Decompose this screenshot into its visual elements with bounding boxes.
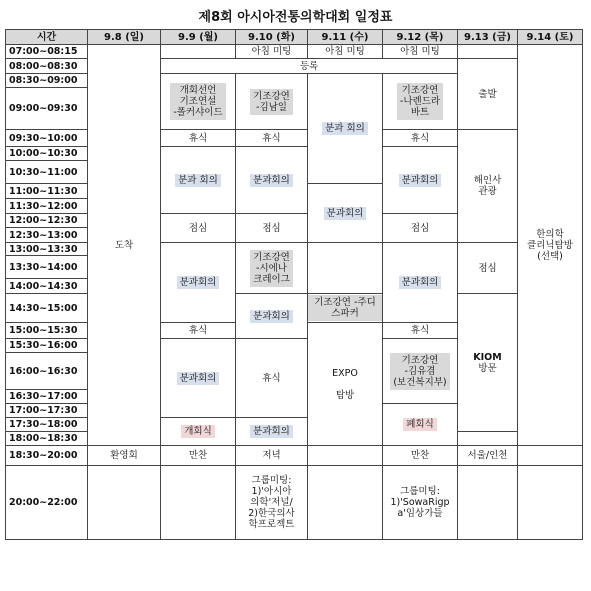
time-cell: 12:30~13:00 xyxy=(6,228,88,243)
kiom-visit-cell xyxy=(458,294,518,432)
opening-ceremony-cell xyxy=(161,418,236,446)
time-cell: 16:00~16:30 xyxy=(6,353,88,390)
time-cell: 09:00~09:30 xyxy=(6,88,88,130)
morning-meeting-cell: 아침 미팅 xyxy=(383,45,458,59)
departure-cell: 출발 xyxy=(458,59,518,130)
break-cell: 휴식 xyxy=(161,323,236,339)
time-cell: 12:00~12:30 xyxy=(6,214,88,228)
group-meeting-cell: 그룹미팅: 1)'아시아 의학'저널/ 2)한국의사 학프로젝트 xyxy=(236,466,308,540)
empty-cell xyxy=(458,466,518,540)
morning-meeting-cell: 아침 미팅 xyxy=(308,45,383,59)
welcome-party-cell: 환영회 xyxy=(88,446,161,466)
seoul-incheon-cell: 서울/인천 xyxy=(458,446,518,466)
session-cell xyxy=(236,294,308,339)
time-cell: 18:30~20:00 xyxy=(6,446,88,466)
session-cell xyxy=(308,184,383,243)
session-badge: 분과회의 xyxy=(399,276,442,289)
session-badge: 분과 회의 xyxy=(322,122,368,135)
session-badge: 분과회의 xyxy=(250,174,293,187)
time-cell: 08:00~08:30 xyxy=(6,59,88,74)
lunch-cell: 점심 xyxy=(383,214,458,243)
closing-cell xyxy=(383,404,458,446)
clinic-tour-cell: 한의학 클리닉탐방 (선택) xyxy=(518,45,583,446)
header-day-3: 9.10 (화) xyxy=(236,30,308,45)
empty-cell xyxy=(458,45,518,59)
registration-cell: 등록 xyxy=(161,59,458,74)
header-row xyxy=(6,30,583,45)
session-cell xyxy=(236,147,308,214)
time-cell: 10:00~10:30 xyxy=(6,147,88,161)
supper-cell: 저녁 xyxy=(236,446,308,466)
time-cell: 11:30~12:00 xyxy=(6,199,88,214)
time-cell: 14:00~14:30 xyxy=(6,279,88,294)
opening-cell xyxy=(161,74,236,130)
session-badge: 분과회의 xyxy=(177,276,220,289)
empty-cell xyxy=(518,446,583,466)
time-cell: 13:30~14:00 xyxy=(6,256,88,279)
empty-cell xyxy=(161,466,236,540)
session-cell xyxy=(161,339,236,418)
table-row xyxy=(6,466,583,540)
time-cell: 08:30~09:00 xyxy=(6,74,88,88)
kiom-visit: 방문 xyxy=(478,362,497,374)
session-cell xyxy=(308,74,383,184)
session-badge: 분과회의 xyxy=(250,310,293,323)
session-badge: 분과회의 xyxy=(324,207,367,220)
time-cell: 13:00~13:30 xyxy=(6,243,88,256)
keynote-cell xyxy=(383,74,458,130)
time-cell: 10:30~11:00 xyxy=(6,161,88,184)
keynote-badge: 기조강연 -시에나 크레이그 xyxy=(250,250,293,287)
break-cell: 휴식 xyxy=(383,323,458,339)
header-time: 시간 xyxy=(6,30,88,45)
header-day-4: 9.11 (수) xyxy=(308,30,383,45)
page-title: 제8회 아시아전통의학대회 일정표 xyxy=(198,10,393,25)
lunch-cell: 점심 xyxy=(236,214,308,243)
keynote-cell xyxy=(236,243,308,294)
time-cell: 20:00~22:00 xyxy=(6,466,88,540)
keynote-cell xyxy=(236,74,308,130)
keynote-badge: 기조강연 -김남일 xyxy=(250,89,293,115)
keynote-badge: 기조강연 -김유겸 (보건복지부) xyxy=(390,353,449,390)
empty-cell xyxy=(161,45,236,59)
group-meeting-cell: 그룹미팅: 1)'SowaRigp a'임상가들 xyxy=(383,466,458,540)
lunch-cell: 점심 xyxy=(458,243,518,294)
table-row xyxy=(6,45,583,59)
lunch-cell: 점심 xyxy=(161,214,236,243)
table-row xyxy=(6,446,583,466)
session-cell xyxy=(383,243,458,323)
haeinsa-cell: 해인사 관광 xyxy=(458,130,518,243)
empty-cell xyxy=(308,446,383,466)
empty-cell xyxy=(88,466,161,540)
keynote-badge: 기조강연 -나렌드라 바트 xyxy=(397,83,443,120)
time-cell: 16:30~17:00 xyxy=(6,390,88,404)
break-cell: 휴식 xyxy=(236,130,308,147)
ceremony-badge: 폐회식 xyxy=(403,418,437,431)
time-cell: 17:00~17:30 xyxy=(6,404,88,418)
header-day-1: 9.8 (일) xyxy=(88,30,161,45)
empty-cell xyxy=(308,243,383,294)
time-cell: 15:00~15:30 xyxy=(6,323,88,339)
break-cell: 휴식 xyxy=(161,130,236,147)
dinner-cell: 만찬 xyxy=(161,446,236,466)
session-badge: 분과 회의 xyxy=(175,174,221,187)
keynote-badge: 개회선언 기조연설 -폴커샤이드 xyxy=(170,83,225,120)
empty-cell xyxy=(308,466,383,540)
session-badge: 분과회의 xyxy=(177,372,220,385)
time-cell: 11:00~11:30 xyxy=(6,184,88,199)
session-cell xyxy=(161,147,236,214)
header-day-6: 9.13 (금) xyxy=(458,30,518,45)
kiom-title: KIOM xyxy=(473,351,502,363)
time-cell: 09:30~10:00 xyxy=(6,130,88,147)
header-day-7: 9.14 (토) xyxy=(518,30,583,45)
time-cell: 17:30~18:00 xyxy=(6,418,88,432)
expo-cell xyxy=(308,323,383,446)
session-badge: 분과회의 xyxy=(399,174,442,187)
ceremony-badge: 개회식 xyxy=(181,425,215,438)
header-day-2: 9.9 (월) xyxy=(161,30,236,45)
session-badge: 분과회의 xyxy=(250,425,293,438)
session-cell xyxy=(383,147,458,214)
session-cell xyxy=(161,243,236,323)
schedule-table xyxy=(5,29,583,540)
expo-title: EXPO xyxy=(332,367,358,379)
time-cell: 15:30~16:00 xyxy=(6,339,88,353)
keynote-cell xyxy=(308,294,383,323)
header-day-5: 9.12 (목) xyxy=(383,30,458,45)
arrival-cell: 도착 xyxy=(88,45,161,446)
keynote-cell xyxy=(383,339,458,404)
time-cell: 07:00~08:15 xyxy=(6,45,88,59)
expo-tour: 탐방 xyxy=(335,389,355,401)
morning-meeting-cell: 아침 미팅 xyxy=(236,45,308,59)
break-cell: 휴식 xyxy=(383,130,458,147)
break-cell: 휴식 xyxy=(236,339,308,418)
time-cell: 18:00~18:30 xyxy=(6,432,88,446)
time-cell: 14:30~15:00 xyxy=(6,294,88,323)
keynote-badge: 기조강연 -주디스파커 xyxy=(308,295,382,321)
empty-cell xyxy=(518,466,583,540)
dinner-cell: 만찬 xyxy=(383,446,458,466)
session-cell xyxy=(236,418,308,446)
